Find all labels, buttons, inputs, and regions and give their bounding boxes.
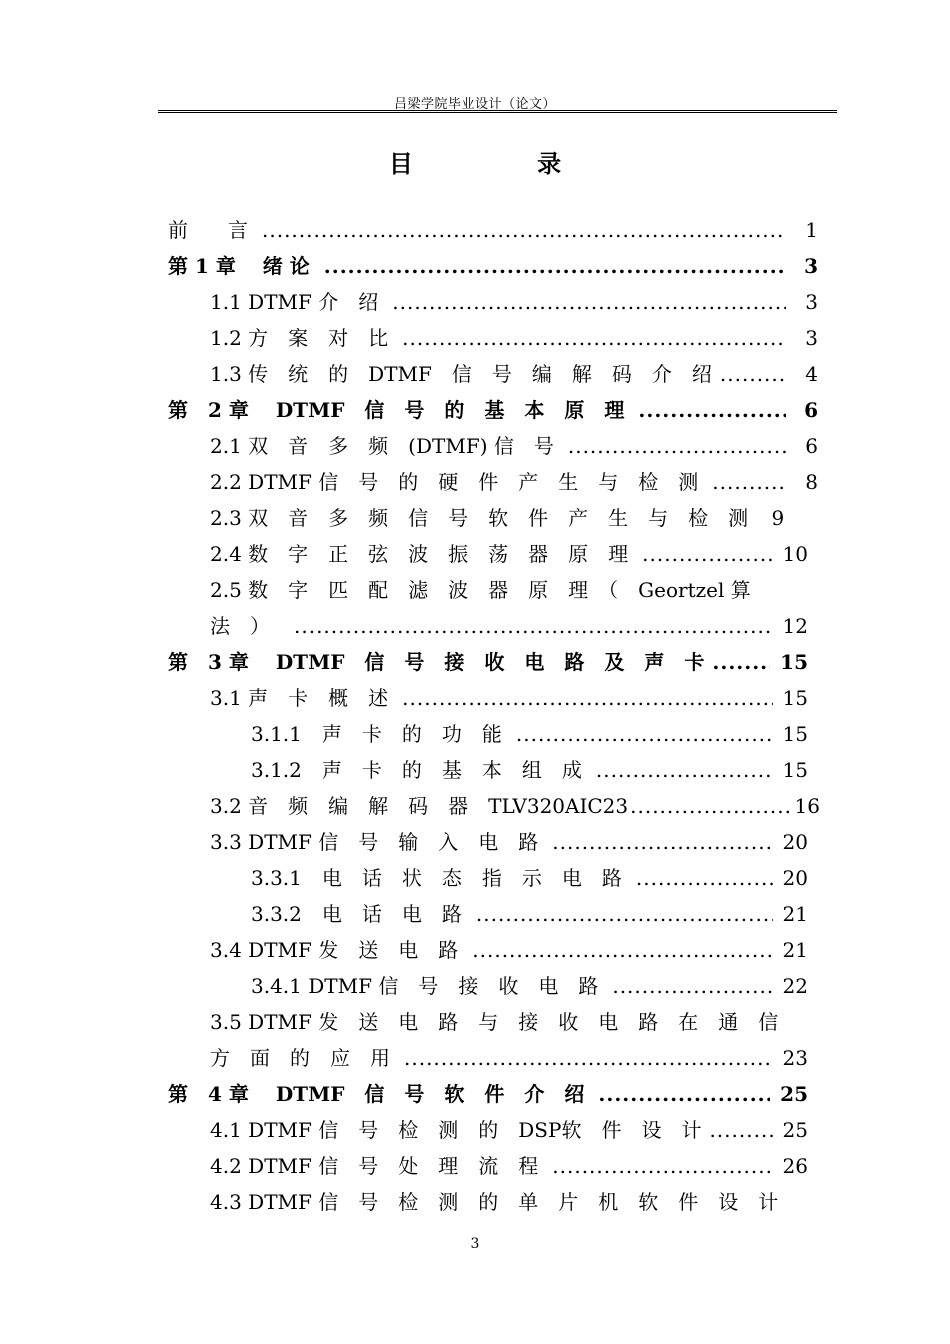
toc-leader — [402, 320, 786, 356]
toc-entry-page: 15 — [780, 650, 808, 674]
toc-entry-page: 15 — [782, 722, 808, 746]
toc-entry-text: 4.2 DTMF 信 号 处 理 流 程 — [210, 1154, 539, 1178]
toc-entry-text: 3.4 DTMF 发 送 电 路 — [210, 938, 459, 962]
toc-entry[interactable] — [251, 896, 808, 932]
toc-entry-page: 10 — [782, 542, 808, 566]
toc-leader — [294, 608, 773, 644]
toc-entry-text: 3.1.1 声 卡 的 功 能 — [251, 722, 502, 746]
toc-entry-text: 3.2 音 频 编 解 码 器 TLV320AIC23 — [210, 794, 629, 818]
toc-entry-page: 8 — [805, 470, 818, 494]
toc-leader — [712, 464, 786, 500]
toc-entry[interactable] — [210, 1184, 818, 1220]
toc-entry-text: 1.1 DTMF 介 绍 — [210, 290, 379, 314]
toc-entry-text: 3.4.1 DTMF 信 号 接 收 电 路 — [251, 974, 599, 998]
toc-leader — [404, 1040, 773, 1076]
toc-leader — [472, 932, 772, 968]
running-header: 吕梁学院毕业设计（论文） — [393, 97, 556, 112]
toc-entry-text: 3.3.2 电 话 电 路 — [251, 902, 462, 926]
toc-leader — [402, 680, 772, 716]
toc-entry-page: 21 — [782, 902, 808, 926]
toc-entry-text: 第 1 章 绪 论 — [168, 254, 310, 278]
toc-leader — [552, 1148, 772, 1184]
toc-entry[interactable] — [210, 428, 818, 464]
toc-entry-page: 12 — [782, 614, 808, 638]
toc-entry-text: 3.1 声 卡 概 述 — [210, 686, 389, 710]
toc-entry-text: 2.5 数 字 匹 配 滤 波 器 原 理 （ Geortzel 算 — [210, 578, 751, 602]
toc-entry-text: 1.2 方 案 对 比 — [210, 326, 389, 350]
toc-entry[interactable] — [210, 284, 818, 320]
page-number: 3 — [470, 1236, 480, 1252]
toc-entry[interactable] — [210, 1112, 808, 1148]
toc-entry-page: 15 — [782, 758, 808, 782]
toc-leader — [324, 248, 786, 284]
toc-entry[interactable] — [168, 1076, 808, 1112]
toc-entry[interactable] — [168, 212, 818, 248]
toc-leader — [392, 284, 786, 320]
toc-entry-page: 20 — [782, 866, 808, 890]
toc-entry[interactable] — [210, 500, 818, 536]
toc-leader — [709, 1112, 772, 1148]
toc-leader — [598, 1076, 770, 1112]
toc-entry-text: 2.1 双 音 多 频 (DTMF) 信 号 — [210, 434, 554, 458]
toc-leader — [630, 788, 792, 824]
toc-entry-page: 23 — [782, 1046, 808, 1070]
toc-title: 目 录 — [388, 149, 620, 178]
toc-leader — [638, 392, 786, 428]
toc-leader — [476, 896, 773, 932]
toc-entry-page: 3 — [805, 326, 818, 350]
toc-leader — [712, 644, 770, 680]
toc-leader — [596, 752, 773, 788]
toc-entry-page: 6 — [804, 398, 818, 422]
header-rule — [158, 110, 837, 113]
toc-entry-text: 法 ） — [210, 614, 270, 638]
toc-entry-page: 15 — [782, 686, 808, 710]
toc-entry-text: 3.1.2 声 卡 的 基 本 组 成 — [251, 758, 582, 782]
toc-entry[interactable] — [210, 1004, 818, 1040]
toc-entry-page: 25 — [782, 1118, 808, 1142]
toc-entry[interactable] — [210, 536, 808, 572]
toc-entry-text: 2.3 双 音 多 频 信 号 软 件 产 生 与 检 测 — [210, 506, 749, 530]
toc-leader — [568, 428, 786, 464]
toc-entry[interactable] — [210, 608, 808, 644]
toc-entry-text: 第 4 章 DTMF 信 号 软 件 介 绍 — [168, 1082, 585, 1106]
toc-entry-text: 3.3.1 电 话 状 态 指 示 电 路 — [251, 866, 622, 890]
toc-entry[interactable] — [210, 464, 818, 500]
toc-leader — [612, 968, 772, 1004]
toc-entry[interactable] — [251, 860, 808, 896]
toc-leader — [720, 356, 786, 392]
toc-entry[interactable] — [168, 248, 818, 284]
toc-entry-page: 20 — [782, 830, 808, 854]
toc-entry-page: 21 — [782, 938, 808, 962]
toc-entry[interactable] — [168, 644, 808, 680]
toc-entry-text: 第 3 章 DTMF 信 号 接 收 电 路 及 声 卡 — [168, 650, 705, 674]
toc-entry[interactable] — [251, 968, 808, 1004]
toc-entry-text: 4.1 DTMF 信 号 检 测 的 DSP软 件 设 计 — [210, 1118, 702, 1142]
toc-entry-page: 1 — [805, 218, 818, 242]
toc-entry-text: 2.2 DTMF 信 号 的 硬 件 产 生 与 检 测 — [210, 470, 699, 494]
toc-leader — [262, 212, 786, 248]
toc-entry[interactable] — [210, 356, 818, 392]
toc-entry-page: 22 — [782, 974, 808, 998]
toc-entry[interactable] — [210, 1148, 808, 1184]
toc-entry[interactable] — [210, 932, 808, 968]
toc-leader — [636, 860, 773, 896]
toc-entry-page: 6 — [805, 434, 818, 458]
toc-entry-text: 2.4 数 字 正 弦 波 振 荡 器 原 理 — [210, 542, 629, 566]
toc-entry-text: 前 言 — [168, 218, 248, 242]
toc-entry[interactable] — [251, 752, 808, 788]
toc-entry-text: 3.3 DTMF 信 号 输 入 电 路 — [210, 830, 539, 854]
toc-leader — [642, 536, 772, 572]
toc-entry[interactable] — [251, 716, 808, 752]
toc-entry-page: 3 — [805, 290, 818, 314]
toc-entry-text: 1.3 传 统 的 DTMF 信 号 编 解 码 介 绍 — [210, 362, 712, 386]
toc-entry-text: 第 2 章 DTMF 信 号 的 基 本 原 理 — [168, 398, 625, 422]
toc-entry-page: 4 — [805, 362, 818, 386]
toc-entry[interactable] — [210, 824, 808, 860]
toc-entry[interactable] — [210, 788, 820, 824]
toc-entry-page: 16 — [794, 794, 820, 818]
toc-entry-text: 3.5 DTMF 发 送 电 路 与 接 收 电 路 在 通 信 — [210, 1010, 779, 1034]
toc-entry-text: 方 面 的 应 用 — [210, 1046, 390, 1070]
toc-entry[interactable] — [168, 392, 818, 428]
toc-entry[interactable] — [210, 320, 818, 356]
toc-entry-page: 9 — [771, 506, 785, 530]
toc-entry[interactable] — [210, 572, 818, 608]
toc-entry-page: 26 — [782, 1154, 808, 1178]
toc-entry-text: 4.3 DTMF 信 号 检 测 的 单 片 机 软 件 设 计 — [210, 1190, 779, 1214]
toc-entry[interactable] — [210, 1040, 808, 1076]
toc-leader — [552, 824, 772, 860]
toc-entry-page: 3 — [804, 254, 818, 278]
toc-leader — [516, 716, 773, 752]
toc-entry-page: 25 — [780, 1082, 808, 1106]
toc-entry[interactable] — [210, 680, 808, 716]
